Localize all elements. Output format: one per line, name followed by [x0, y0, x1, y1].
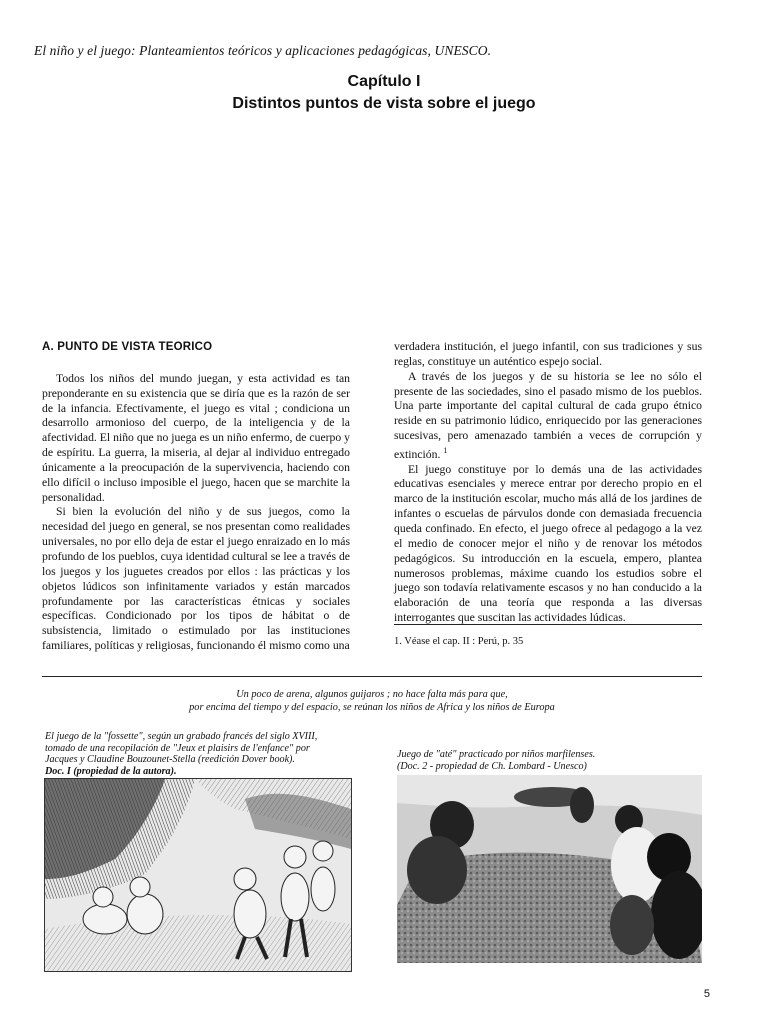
footnote: 1. Véase el cap. II : Perú, p. 35 [394, 636, 524, 647]
figure-rule [42, 676, 702, 677]
paragraph: verdadera institución, el juego infantil, con sus tradiciones y sus reglas, constituye un auténtico espejo social. [394, 340, 702, 368]
caption-line: tomado de una recopilación de "Jeux et plaisirs de l'enfance" por [45, 742, 310, 754]
right-image-caption [397, 749, 702, 772]
figure-caption-line: por encima del tiempo y del espacio, se reúnan los niños de Africa y los niños de Europa [189, 701, 555, 713]
photo-illustration [397, 775, 702, 963]
running-head: El niño y el juego: Planteamientos teóricos y aplicaciones pedagógicas, UNESCO. [34, 43, 492, 58]
footnote-marker: 1 [443, 445, 448, 455]
caption-line: (Doc. 2 - propiedad de Ch. Lombard - Unesco) [397, 760, 587, 772]
right-column [394, 340, 702, 626]
caption-line: El juego de la "fossette", según un grabado francés del siglo XVIII, [45, 731, 318, 742]
chapter-heading [0, 72, 768, 114]
paragraph-text: A través de los juegos y de su historia se lee no sólo el presente de las sociedades, sino el pasado mismo de los pueblos. Una parte importante del capital cultural de cada grupo étnico reside en su patrimonio lúdico, enriquecido por las generaciones sucesivas, pero amenazado también a veces de corrupción y extinción. [394, 369, 702, 461]
photo-children-playing [397, 775, 702, 963]
chapter-title: Distintos puntos de vista sobre el juego [232, 95, 536, 112]
engraving-illustration [45, 779, 351, 971]
paragraph: Todos los niños del mundo juegan, y esta actividad es tan preponderante en su existencia que se diría que es la razón de ser de la infancia. Efectivamente, el juego es vital ; condiciona un desarrollo armonioso del cuerpo, de la inteligencia y de la afectividad. El niño que no juega es un niño enfermo, de cuerpo y de espíritu. La guerra, la miseria, al dejar al individuo entregado únicamente a la preocupación de la supervivencia, haciendo con ello difícil o incluso imposible el juego, hacen que se marchite la personalidad. [42, 371, 350, 504]
caption-line: Juego de "até" practicado por niños marfilenses. [397, 749, 596, 760]
section-heading: A. PUNTO DE VISTA TEORICO [42, 341, 213, 353]
caption-line: Doc. I (propiedad de la autora). [45, 765, 177, 777]
chapter-number: Capítulo I [347, 73, 421, 90]
figure-caption [42, 689, 702, 714]
paragraph [394, 370, 702, 463]
paragraph: El juego constituye por lo demás una de las actividades educativas esenciales y merece entrar por derecho propio en el marco de la institución escolar, mucho más allá de los jardines de infantes o escuelas de párvulos donde con demasiada frecuencia queda confinado. En efecto, el juego ofrece al pedagogo a la vez el medio de conocer mejor el niño y de renovar los métodos pedagógicos. Su introducción en la escuela, empero, plantea numerosos problemas, máxime cuando los estudios sobre el juego son todavía relativamente escasos y no han conducido a la elaboración de una teoría que responda a las diversas interrogantes que suscitan las actividades lúdicas. [394, 462, 702, 625]
left-column [42, 340, 350, 654]
footnote-rule [394, 624, 702, 625]
left-image-caption [45, 731, 355, 777]
engraving-image [44, 778, 352, 972]
caption-line: Jacques y Claudine Bouzounet-Stella (reedición Dover book). [45, 754, 295, 766]
paragraph: Si bien la evolución del niño y de sus juegos, como la necesidad del juego en general, se nos presentan como realidades universales, no por ello deja de estar el juego enraizado en lo más profundo de los pueblos, cuya identidad cultural se lee a través de los juegos y los juguetes creados por ellos : las prácticas y los objetos lúdicos son infinitamente variados y están marcados profundamente por las características étnicas y sociales específicas. Condicionado por los tipos de hábitat o de subsistencia, limitado o estimulado por las instituciones familiares, políticas y religiosas, funcionando él mismo como una [42, 505, 350, 653]
figure-caption-line: Un poco de arena, algunos guijaros ; no hace falta más para que, [236, 689, 508, 700]
page-number: 5 [703, 988, 710, 1000]
